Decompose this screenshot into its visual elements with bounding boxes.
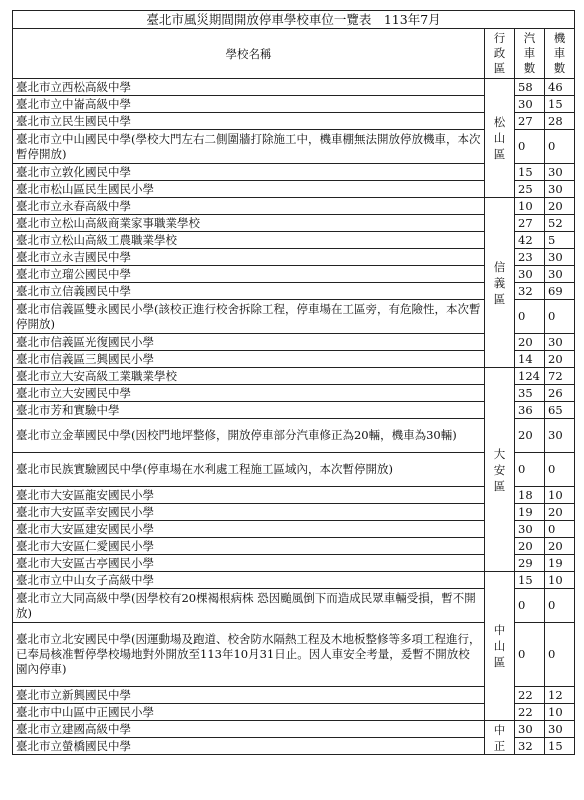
scooter-count-cell: 20: [545, 198, 575, 215]
car-count-cell: 20: [515, 419, 545, 453]
car-count-cell: 30: [515, 721, 545, 738]
header-cars: 汽車數: [515, 29, 545, 79]
school-name-cell: 臺北市信義區雙永國民小學(該校正進行校舍拆除工程，停車場在工區旁，有危險性，本次暫停開放): [13, 300, 485, 334]
scooter-count-cell: 30: [545, 249, 575, 266]
school-name-cell: 臺北市立螢橋國民中學: [13, 738, 485, 755]
car-count-cell: 20: [515, 334, 545, 351]
scooter-count-cell: 26: [545, 385, 575, 402]
car-count-cell: 36: [515, 402, 545, 419]
table-row: [13, 198, 575, 215]
car-count-cell: 42: [515, 232, 545, 249]
car-count-cell: 30: [515, 521, 545, 538]
school-name-cell: 臺北市立金華國民中學(因校門地坪整修，開放停車部分汽車修正為20輛，機車為30輛): [13, 419, 485, 453]
scooter-count-cell: 0: [545, 130, 575, 164]
car-count-cell: 58: [515, 79, 545, 96]
scooter-count-cell: 20: [545, 351, 575, 368]
car-count-cell: 20: [515, 538, 545, 555]
school-name-cell: 臺北市立中崙高級中學: [13, 96, 485, 113]
district-label: 大安區: [493, 446, 506, 493]
school-name-cell: 臺北市立信義國民中學: [13, 283, 485, 300]
scooter-count-cell: 0: [545, 453, 575, 487]
table-body: [13, 79, 575, 755]
district-label: 中山區: [493, 623, 506, 669]
scooter-count-cell: 30: [545, 419, 575, 453]
car-count-cell: 22: [515, 687, 545, 704]
scooter-count-cell: 69: [545, 283, 575, 300]
car-count-cell: 0: [515, 589, 545, 623]
school-name-cell: 臺北市立大安國民中學: [13, 385, 485, 402]
scooter-count-cell: 46: [545, 79, 575, 96]
car-count-cell: 124: [515, 368, 545, 385]
car-count-cell: 27: [515, 215, 545, 232]
school-name-cell: 臺北市立永吉國民中學: [13, 249, 485, 266]
scooter-count-cell: 10: [545, 572, 575, 589]
district-cell: [485, 79, 515, 198]
scooter-count-cell: 15: [545, 96, 575, 113]
header-scooters: 機車數: [545, 29, 575, 79]
scooter-count-cell: 20: [545, 504, 575, 521]
scooter-count-cell: 0: [545, 300, 575, 334]
school-name-cell: 臺北市立中山國民中學(學校大門左右二側圍牆打除施工中，機車棚無法開放停放機車，本次暫停開放): [13, 130, 485, 164]
school-name-cell: 臺北市立新興國民中學: [13, 687, 485, 704]
scooter-count-cell: 15: [545, 738, 575, 755]
district-cell: [485, 572, 515, 721]
scooter-count-cell: 30: [545, 334, 575, 351]
school-name-cell: 臺北市立大同高級中學(因學校有20棵褐根病株 恐因颱風倒下而造成民眾車輛受損，暫不開放): [13, 589, 485, 623]
school-name-cell: 臺北市大安區建安國民小學: [13, 521, 485, 538]
school-name-cell: 臺北市立敦化國民中學: [13, 164, 485, 181]
school-name-cell: 臺北市大安區仁愛國民小學: [13, 538, 485, 555]
school-name-cell: 臺北市大安區龍安國民小學: [13, 487, 485, 504]
scooter-count-cell: 19: [545, 555, 575, 572]
scooter-count-cell: 52: [545, 215, 575, 232]
school-name-cell: 臺北市立中山女子高級中學: [13, 572, 485, 589]
parking-table: [12, 10, 575, 755]
school-name-cell: 臺北市中山區中正國民小學: [13, 704, 485, 721]
car-count-cell: 10: [515, 198, 545, 215]
table-title: 臺北市風災期間開放停車學校車位一覽表 113年7月: [13, 11, 575, 29]
school-name-cell: 臺北市立大安高級工業職業學校: [13, 368, 485, 385]
car-count-cell: 22: [515, 704, 545, 721]
scooter-count-cell: 30: [545, 181, 575, 198]
scooter-count-cell: 10: [545, 704, 575, 721]
table-row: [13, 721, 575, 738]
scooter-count-cell: 30: [545, 721, 575, 738]
car-count-cell: 25: [515, 181, 545, 198]
car-count-cell: 29: [515, 555, 545, 572]
school-name-cell: 臺北市大安區幸安國民小學: [13, 504, 485, 521]
car-count-cell: 35: [515, 385, 545, 402]
scooter-count-cell: 72: [545, 368, 575, 385]
scooter-count-cell: 0: [545, 589, 575, 623]
scooter-count-cell: 20: [545, 538, 575, 555]
school-name-cell: 臺北市立西松高級中學: [13, 79, 485, 96]
car-count-cell: 14: [515, 351, 545, 368]
car-count-cell: 19: [515, 504, 545, 521]
scooter-count-cell: 30: [545, 266, 575, 283]
car-count-cell: 0: [515, 453, 545, 487]
district-label: 信義區: [493, 259, 506, 306]
scooter-count-cell: 30: [545, 164, 575, 181]
table-row: [13, 368, 575, 385]
car-count-cell: 32: [515, 738, 545, 755]
car-count-cell: 0: [515, 300, 545, 334]
school-name-cell: 臺北市信義區光復國民小學: [13, 334, 485, 351]
scooter-count-cell: 0: [545, 623, 575, 687]
school-name-cell: 臺北市民族實驗國民中學(停車場在水利處工程施工區域內，本次暫停開放): [13, 453, 485, 487]
school-name-cell: 臺北市松山區民生國民小學: [13, 181, 485, 198]
car-count-cell: 23: [515, 249, 545, 266]
school-name-cell: 臺北市立松山高級商業家事職業學校: [13, 215, 485, 232]
scooter-count-cell: 12: [545, 687, 575, 704]
district-cell: [485, 368, 515, 572]
scooter-count-cell: 65: [545, 402, 575, 419]
school-name-cell: 臺北市大安區古亭國民小學: [13, 555, 485, 572]
scooter-count-cell: 28: [545, 113, 575, 130]
car-count-cell: 27: [515, 113, 545, 130]
school-name-cell: 臺北市立民生國民中學: [13, 113, 485, 130]
district-label: 松山區: [493, 115, 506, 161]
district-label: 中正: [493, 722, 506, 753]
scooter-count-cell: 5: [545, 232, 575, 249]
school-name-cell: 臺北市立瑠公國民中學: [13, 266, 485, 283]
school-name-cell: 臺北市立松山高級工農職業學校: [13, 232, 485, 249]
district-cell: [485, 198, 515, 368]
school-name-cell: 臺北市芳和實驗中學: [13, 402, 485, 419]
school-name-cell: 臺北市立建國高級中學: [13, 721, 485, 738]
header-school: 學校名稱: [13, 29, 485, 79]
school-name-cell: 臺北市立永春高級中學: [13, 198, 485, 215]
car-count-cell: 0: [515, 130, 545, 164]
car-count-cell: 0: [515, 623, 545, 687]
school-name-cell: 臺北市立北安國民中學(因運動場及跑道、校舍防水隔熱工程及木地板整修等多項工程進行，已奉局核准暫停學校場地對外開放至113年10月31日止。因人車安全考量，爰暫不開放校園內停車): [13, 623, 485, 687]
school-name-cell: 臺北市信義區三興國民小學: [13, 351, 485, 368]
district-cell: [485, 721, 515, 755]
car-count-cell: 15: [515, 164, 545, 181]
scooter-count-cell: 0: [545, 521, 575, 538]
car-count-cell: 18: [515, 487, 545, 504]
car-count-cell: 32: [515, 283, 545, 300]
table-row: [13, 79, 575, 96]
header-district: 行政區: [485, 29, 515, 79]
scooter-count-cell: 10: [545, 487, 575, 504]
car-count-cell: 30: [515, 96, 545, 113]
car-count-cell: 15: [515, 572, 545, 589]
car-count-cell: 30: [515, 266, 545, 283]
table-row: [13, 572, 575, 589]
